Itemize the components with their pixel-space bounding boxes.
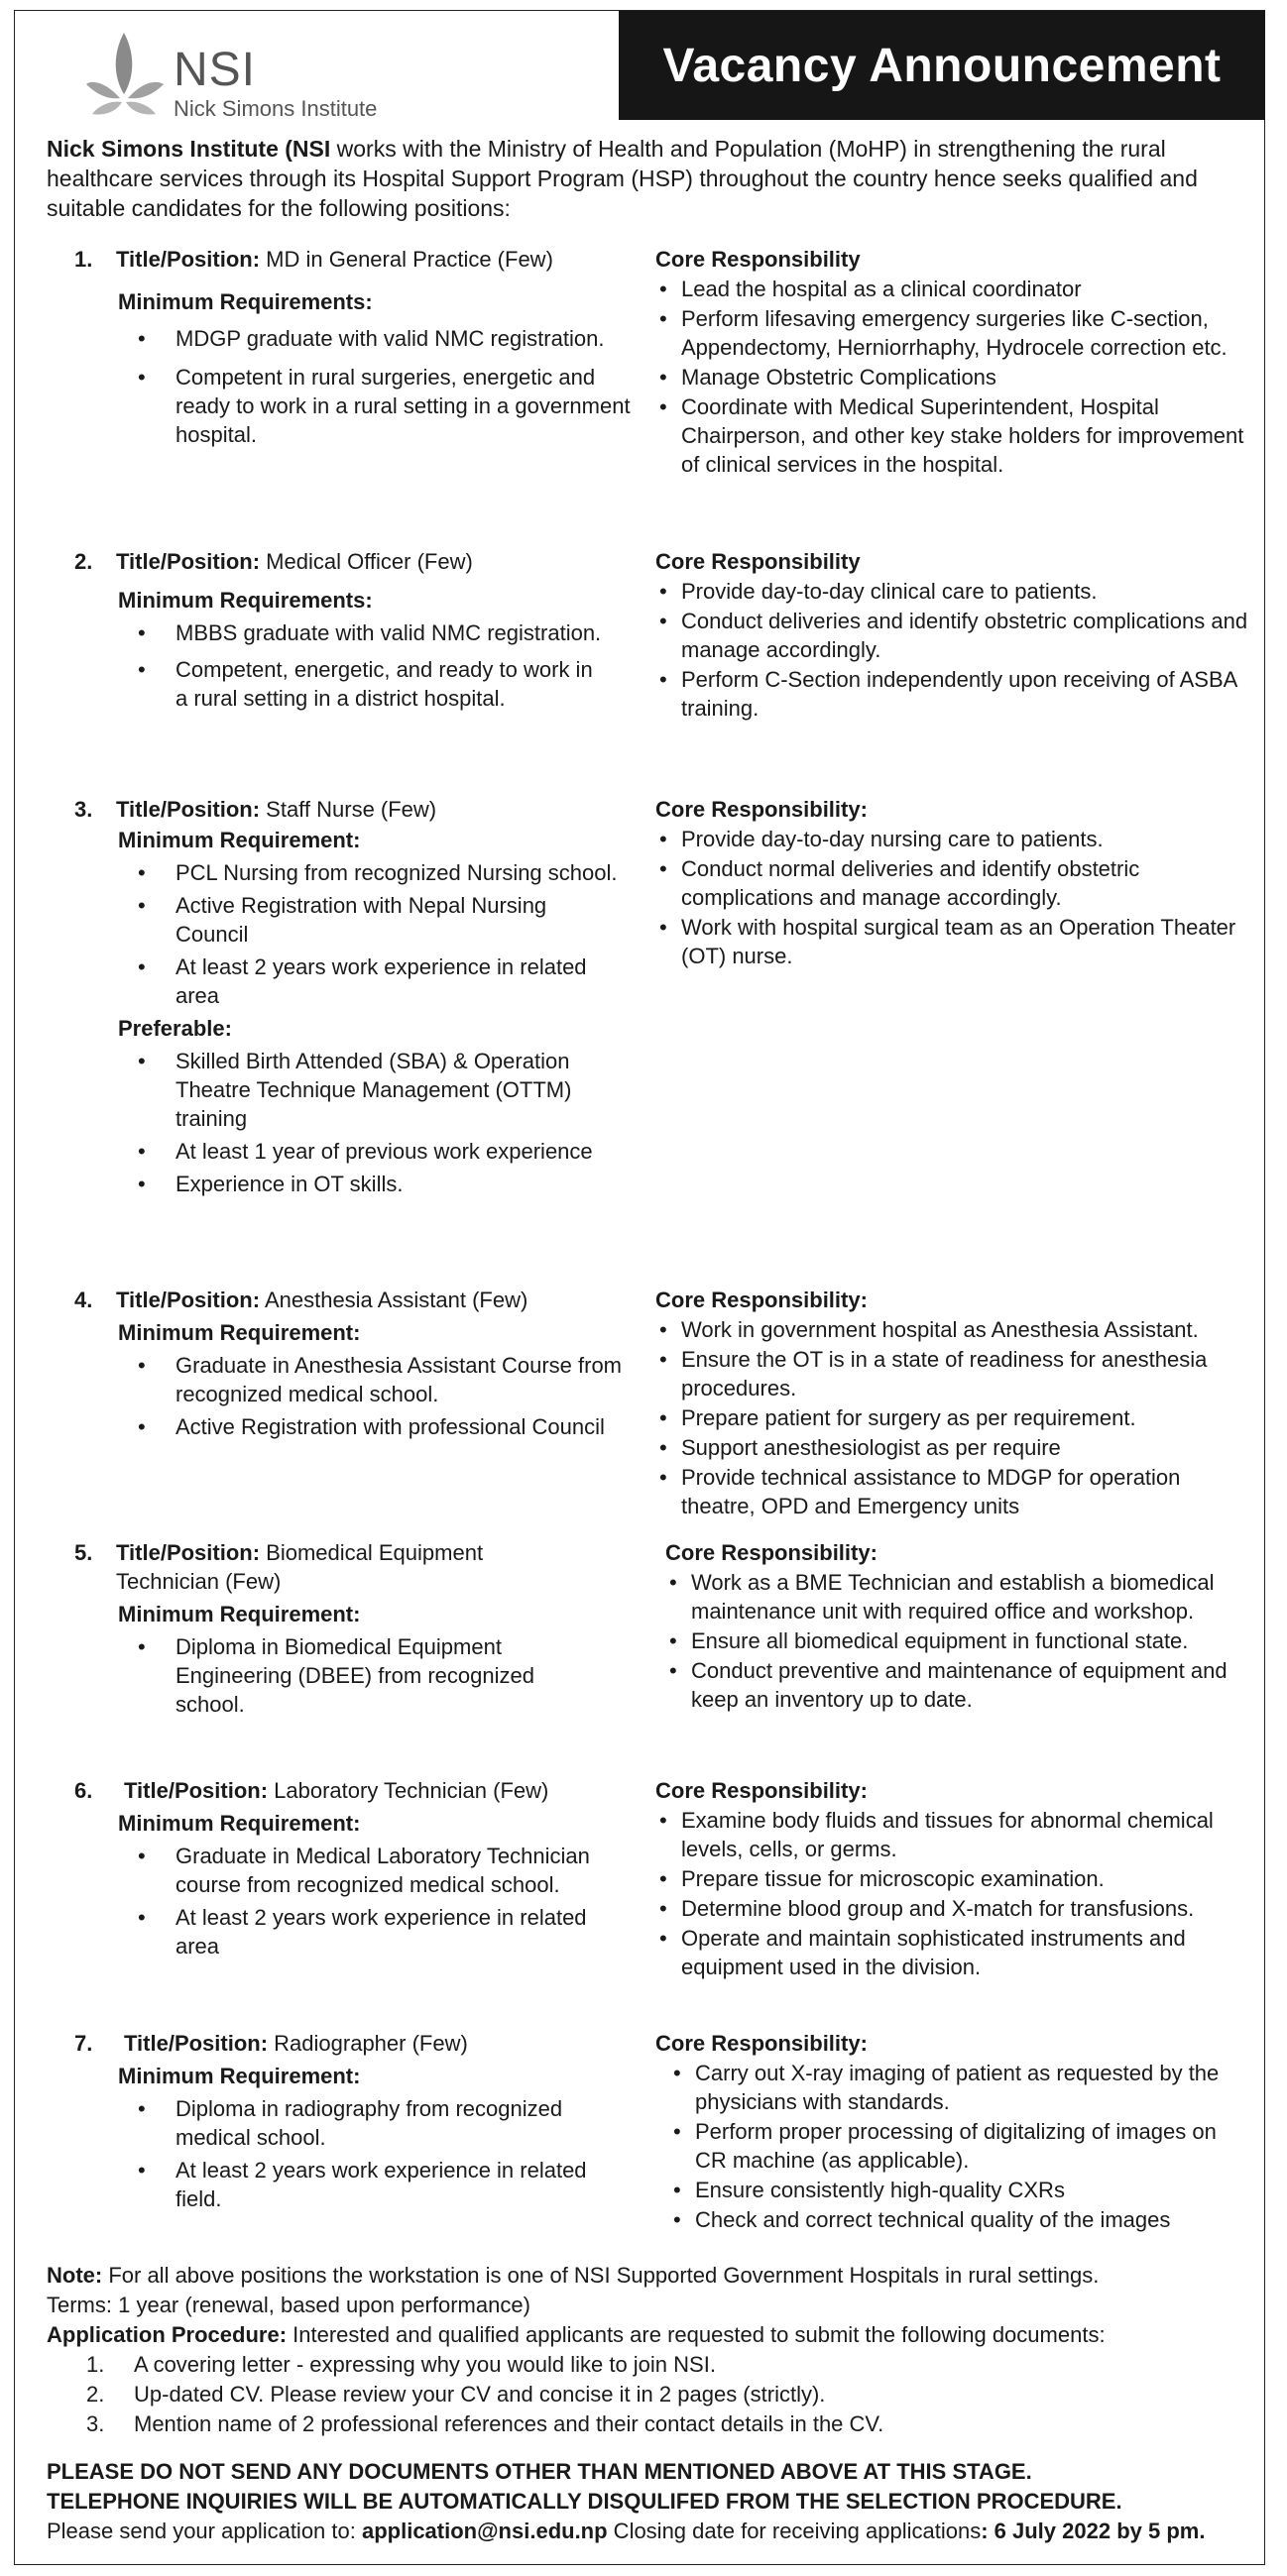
list-item: • Conduct deliveries and identify obstetric complications and manage accordingly. bbox=[655, 607, 1250, 664]
responsibility-list bbox=[655, 1315, 1250, 1520]
position-number: 2. bbox=[74, 549, 93, 574]
email-link[interactable]: application@nsi.edu.np bbox=[361, 2519, 608, 2543]
preferable-heading: Preferable: bbox=[118, 1016, 232, 1041]
positions-list bbox=[47, 245, 1250, 2277]
list-item: • At least 2 years work experience in related area bbox=[118, 952, 624, 1010]
preferable-list bbox=[47, 1047, 644, 1198]
responsibility-list bbox=[655, 2059, 1250, 2234]
position-number: 4. bbox=[74, 1288, 93, 1312]
position-number: 5. bbox=[74, 1540, 93, 1565]
footer bbox=[47, 2261, 1250, 2546]
nsi-logo bbox=[84, 29, 461, 123]
position-right bbox=[644, 245, 1250, 547]
requirements-list bbox=[47, 2094, 644, 2213]
requirements-heading: Minimum Requirement: bbox=[118, 2064, 361, 2088]
requirements-list bbox=[47, 1632, 644, 1719]
requirements-heading: Minimum Requirement: bbox=[118, 1320, 361, 1345]
responsibility-heading: Core Responsibility: bbox=[655, 1778, 868, 1803]
requirements-heading: Minimum Requirement: bbox=[118, 1602, 361, 1626]
requirements-heading: Minimum Requirements: bbox=[118, 588, 373, 613]
list-item: • Competent, energetic, and ready to work in a rural setting in a district hospital. bbox=[118, 655, 604, 713]
list-item: • Graduate in Anesthesia Assistant Course from recognized medical school. bbox=[118, 1351, 644, 1408]
responsibility-list bbox=[655, 577, 1250, 723]
requirements-list bbox=[47, 1351, 644, 1441]
position-item bbox=[47, 795, 1250, 1286]
list-item: • Perform lifesaving emergency surgeries like C-section, Appendectomy, Herniorrhaphy, Hydrocele correction etc. bbox=[655, 304, 1250, 362]
list-item: • Manage Obstetric Complications bbox=[655, 363, 1250, 392]
position-title: Title/Position: Biomedical Equipment Technician (Few) bbox=[116, 1540, 484, 1594]
list-item: • Carry out X-ray imaging of patient as requested by the physicians with standards. bbox=[669, 2059, 1250, 2116]
page-title: Vacancy Announcement bbox=[619, 11, 1265, 120]
list-item: • Perform C-Section independently upon receiving of ASBA training. bbox=[655, 665, 1250, 723]
intro-text: works with the Ministry of Health and Population (MoHP) in strengthening the rural healthcare services through its Hospital Support Program (HSP) throughout the country hence seeks qualified and suitable candidates for the following positions: bbox=[47, 136, 1198, 221]
position-left bbox=[47, 547, 644, 795]
list-item: • Determine blood group and X-match for transfusions. bbox=[655, 1894, 1250, 1923]
position-title: Title/Position: Staff Nurse (Few) bbox=[116, 797, 437, 822]
application-procedure: Application Procedure: Interested and qualified applicants are requested to submit the following documents: bbox=[47, 2322, 1106, 2347]
responsibility-list bbox=[655, 825, 1250, 970]
list-item: • At least 2 years work experience in related area bbox=[118, 1903, 604, 1960]
responsibility-heading: Core Responsibility bbox=[655, 549, 861, 574]
list-item: • Provide day-to-day clinical care to patients. bbox=[655, 577, 1250, 606]
list-item: • Ensure consistently high-quality CXRs bbox=[669, 2176, 1250, 2204]
requirements-heading: Minimum Requirements: bbox=[118, 289, 373, 314]
list-item: 2. Up-dated CV. Please review your CV and concise it in 2 pages (strictly). bbox=[86, 2382, 826, 2407]
send-instructions: Please send your application to: application@nsi.edu.np Closing date for receiving applications: 6 July 2022 by 5 pm. bbox=[47, 2519, 1206, 2543]
position-number: 3. bbox=[74, 797, 93, 822]
list-item: • PCL Nursing from recognized Nursing school. bbox=[118, 858, 624, 887]
list-item: • Coordinate with Medical Superintendent, Hospital Chairperson, and other key stake holders for improvement of clinical services in the hospital. bbox=[655, 392, 1250, 479]
announcement-frame bbox=[14, 10, 1265, 2565]
list-item: • Conduct preventive and maintenance of equipment and keep an inventory up to date. bbox=[665, 1656, 1250, 1714]
position-right bbox=[644, 1776, 1250, 2029]
list-item: • Prepare patient for surgery as per requirement. bbox=[655, 1403, 1250, 1432]
logo-full-text: Nick Simons Institute bbox=[174, 96, 378, 121]
responsibility-heading: Core Responsibility: bbox=[655, 1288, 868, 1312]
list-item: • Competent in rural surgeries, energetic and ready to work in a rural setting in a government hospital. bbox=[118, 363, 644, 449]
responsibility-heading: Core Responsibility: bbox=[665, 1540, 878, 1565]
list-item: • Diploma in Biomedical Equipment Engineering (DBEE) from recognized school. bbox=[118, 1632, 604, 1719]
position-right bbox=[644, 1538, 1250, 1776]
list-item: • Work with hospital surgical team as an Operation Theater (OT) nurse. bbox=[655, 913, 1250, 970]
position-right bbox=[644, 547, 1250, 795]
list-item: • Conduct normal deliveries and identify obstetric complications and manage accordingly. bbox=[655, 854, 1250, 912]
list-item: • Perform proper processing of digitalizing of images on CR machine (as applicable). bbox=[669, 2117, 1250, 2175]
position-left bbox=[47, 1776, 644, 2029]
list-item: • MDGP graduate with valid NMC registration. bbox=[118, 324, 644, 353]
position-left bbox=[47, 1286, 644, 1538]
terms: Terms: 1 year (renewal, based upon performance) bbox=[47, 2293, 530, 2317]
list-item: • Prepare tissue for microscopic examination. bbox=[655, 1864, 1250, 1893]
list-item: • Support anesthesiologist as per require bbox=[655, 1433, 1250, 1462]
list-item: • Check and correct technical quality of the images bbox=[669, 2205, 1250, 2234]
requirements-list bbox=[47, 858, 644, 1010]
position-left bbox=[47, 795, 644, 1286]
list-item: • At least 2 years work experience in related field. bbox=[118, 2156, 604, 2213]
list-item: • Graduate in Medical Laboratory Technician course from recognized medical school. bbox=[118, 1842, 604, 1899]
position-item bbox=[47, 1286, 1250, 1538]
position-number: 1. bbox=[74, 247, 93, 272]
list-item: • Experience in OT skills. bbox=[118, 1170, 644, 1198]
requirements-list bbox=[47, 324, 644, 449]
position-title: Title/Position: Medical Officer (Few) bbox=[116, 549, 473, 574]
warning-notice: PLEASE DO NOT SEND ANY DOCUMENTS OTHER THAN MENTIONED ABOVE AT THIS STAGE. TELEPHONE INQUIRIES WILL BE AUTOMATICALLY DISQULIFED FROM THE SELECTION PROCEDURE. bbox=[47, 2459, 1122, 2514]
list-item: • Work as a BME Technician and establish a biomedical maintenance unit with required office and workshop. bbox=[665, 1568, 1250, 1625]
responsibility-heading: Core Responsibility bbox=[655, 247, 861, 272]
procedure-list bbox=[47, 2350, 1250, 2439]
position-title: Title/Position: Radiographer (Few) bbox=[124, 2031, 468, 2056]
responsibility-list bbox=[655, 1806, 1250, 1981]
position-item bbox=[47, 245, 1250, 547]
responsibility-list bbox=[655, 275, 1250, 479]
position-title: Title/Position: MD in General Practice (Few) bbox=[116, 247, 553, 272]
responsibility-heading: Core Responsibility: bbox=[655, 2031, 868, 2056]
position-right bbox=[644, 1286, 1250, 1538]
position-item bbox=[47, 1538, 1250, 1776]
position-number: 7. bbox=[74, 2031, 93, 2056]
position-item bbox=[47, 1776, 1250, 2029]
list-item: • Provide day-to-day nursing care to patients. bbox=[655, 825, 1250, 853]
list-item: 1. A covering letter - expressing why you would like to join NSI. bbox=[86, 2352, 716, 2377]
intro-org: Nick Simons Institute (NSI bbox=[47, 136, 331, 162]
list-item: • Active Registration with professional Council bbox=[118, 1412, 624, 1441]
position-right bbox=[644, 795, 1250, 1286]
list-item: • Work in government hospital as Anesthesia Assistant. bbox=[655, 1315, 1250, 1344]
requirements-list bbox=[47, 618, 644, 713]
list-item: • Ensure the OT is in a state of readiness for anesthesia procedures. bbox=[655, 1345, 1250, 1402]
position-left bbox=[47, 2029, 644, 2277]
position-item bbox=[47, 2029, 1250, 2277]
position-title: Title/Position: Laboratory Technician (Few) bbox=[124, 1778, 549, 1803]
list-item: • Diploma in radiography from recognized medical school. bbox=[118, 2094, 604, 2152]
requirements-heading: Minimum Requirement: bbox=[118, 828, 361, 852]
list-item: • MBBS graduate with valid NMC registration. bbox=[118, 618, 604, 647]
position-title: Title/Position: Anesthesia Assistant (Few) bbox=[116, 1288, 528, 1312]
responsibility-heading: Core Responsibility: bbox=[655, 797, 868, 822]
intro-paragraph bbox=[47, 134, 1246, 223]
list-item: • Examine body fluids and tissues for abnormal chemical levels, cells, or germs. bbox=[655, 1806, 1250, 1863]
list-item: • Operate and maintain sophisticated instruments and equipment used in the division. bbox=[655, 1924, 1250, 1981]
list-item: • Active Registration with Nepal Nursing Council bbox=[118, 891, 624, 949]
list-item: • Ensure all biomedical equipment in functional state. bbox=[665, 1626, 1250, 1655]
list-item: • Lead the hospital as a clinical coordinator bbox=[655, 275, 1250, 303]
list-item: • At least 1 year of previous work experience bbox=[118, 1137, 594, 1166]
position-number: 6. bbox=[74, 1778, 93, 1803]
responsibility-list bbox=[665, 1568, 1250, 1714]
position-item bbox=[47, 547, 1250, 795]
note: Note: For all above positions the workstation is one of NSI Supported Government Hospitals in rural settings. bbox=[47, 2263, 1100, 2288]
position-left bbox=[47, 1538, 644, 1776]
header bbox=[15, 11, 1266, 130]
list-item: • Provide technical assistance to MDGP for operation theatre, OPD and Emergency units bbox=[655, 1463, 1250, 1520]
position-left bbox=[47, 245, 644, 547]
list-item: 3. Mention name of 2 professional references and their contact details in the CV. bbox=[86, 2411, 884, 2436]
list-item: • Skilled Birth Attended (SBA) & Operation Theatre Technique Management (OTTM) training bbox=[118, 1047, 594, 1133]
closing-date: : 6 July 2022 by 5 pm. bbox=[981, 2519, 1206, 2543]
requirements-list bbox=[47, 1842, 644, 1960]
requirements-heading: Minimum Requirement: bbox=[118, 1811, 361, 1836]
position-right bbox=[644, 2029, 1250, 2277]
leaf-logo-icon bbox=[84, 29, 166, 116]
logo-short-text: NSI bbox=[174, 44, 257, 96]
